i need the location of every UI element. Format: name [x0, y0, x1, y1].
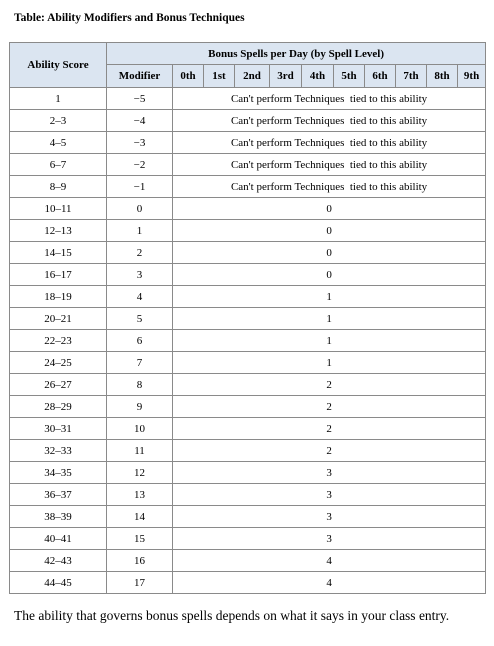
modifier-cell: −5	[107, 88, 173, 110]
ability-score-cell: 34–35	[10, 462, 107, 484]
ability-score-cell: 4–5	[10, 132, 107, 154]
table-row	[10, 132, 486, 154]
modifier-cell: 2	[107, 242, 173, 264]
table-row	[10, 88, 486, 110]
modifier-header: Modifier	[107, 65, 173, 88]
table-row	[10, 154, 486, 176]
table-row	[10, 506, 486, 528]
table-row	[10, 528, 486, 550]
ability-score-cell: 12–13	[10, 220, 107, 242]
bonus-spells-cell: 2	[173, 440, 486, 462]
ability-score-cell: 14–15	[10, 242, 107, 264]
bonus-spells-cell: Can't perform Techniques tied to this ability	[173, 132, 486, 154]
bonus-spells-cell: 0	[173, 220, 486, 242]
modifier-cell: 16	[107, 550, 173, 572]
ability-score-cell: 38–39	[10, 506, 107, 528]
spell-level-header: 5th	[334, 65, 365, 88]
spell-level-header: 6th	[365, 65, 396, 88]
modifier-cell: 7	[107, 352, 173, 374]
ability-score-cell: 40–41	[10, 528, 107, 550]
ability-score-cell: 36–37	[10, 484, 107, 506]
ability-score-cell: 10–11	[10, 198, 107, 220]
bonus-spells-cell: 0	[173, 264, 486, 286]
spell-level-header: 4th	[302, 65, 334, 88]
table-row	[10, 242, 486, 264]
table-row	[10, 396, 486, 418]
modifier-cell: 11	[107, 440, 173, 462]
table-row	[10, 308, 486, 330]
table-row	[10, 374, 486, 396]
ability-score-cell: 30–31	[10, 418, 107, 440]
ability-score-cell: 20–21	[10, 308, 107, 330]
modifier-cell: 14	[107, 506, 173, 528]
modifier-cell: 17	[107, 572, 173, 594]
bonus-spells-cell: 1	[173, 330, 486, 352]
table-row	[10, 462, 486, 484]
bonus-spells-cell: 2	[173, 418, 486, 440]
modifier-cell: 10	[107, 418, 173, 440]
bonus-spells-cell: 1	[173, 286, 486, 308]
table-row	[10, 440, 486, 462]
table-row	[10, 110, 486, 132]
modifier-cell: 15	[107, 528, 173, 550]
ability-modifiers-table	[9, 42, 486, 594]
bonus-spells-cell: 4	[173, 550, 486, 572]
bonus-spells-cell: Can't perform Techniques tied to this ability	[173, 176, 486, 198]
bonus-spells-cell: 0	[173, 198, 486, 220]
table-row	[10, 352, 486, 374]
table-row	[10, 176, 486, 198]
table-title: Table: Ability Modifiers and Bonus Techniques	[14, 12, 245, 24]
bonus-spells-cell: 0	[173, 242, 486, 264]
bonus-spells-cell: 3	[173, 506, 486, 528]
ability-score-cell: 6–7	[10, 154, 107, 176]
spell-level-header: 3rd	[270, 65, 302, 88]
spell-level-header: 0th	[173, 65, 204, 88]
bonus-spells-cell: 1	[173, 308, 486, 330]
ability-score-cell: 1	[10, 88, 107, 110]
modifier-cell: 0	[107, 198, 173, 220]
modifier-cell: 1	[107, 220, 173, 242]
table-row	[10, 330, 486, 352]
ability-score-cell: 42–43	[10, 550, 107, 572]
modifier-cell: −2	[107, 154, 173, 176]
ability-score-cell: 32–33	[10, 440, 107, 462]
modifier-cell: −4	[107, 110, 173, 132]
bonus-spells-cell: 4	[173, 572, 486, 594]
spell-level-header: 9th	[458, 65, 486, 88]
table-row	[10, 264, 486, 286]
table-row	[10, 198, 486, 220]
modifier-cell: 8	[107, 374, 173, 396]
table-row	[10, 484, 486, 506]
bonus-spells-cell: Can't perform Techniques tied to this ability	[173, 110, 486, 132]
footnote: The ability that governs bonus spells depends on what it says in your class entry.	[14, 608, 450, 623]
table-row	[10, 286, 486, 308]
bonus-spells-cell: 1	[173, 352, 486, 374]
bonus-spells-cell: 2	[173, 396, 486, 418]
spell-level-header: 2nd	[235, 65, 270, 88]
bonus-spells-cell: 3	[173, 484, 486, 506]
ability-score-cell: 24–25	[10, 352, 107, 374]
modifier-cell: 4	[107, 286, 173, 308]
modifier-cell: 13	[107, 484, 173, 506]
bonus-spells-cell: 3	[173, 528, 486, 550]
ability-score-cell: 8–9	[10, 176, 107, 198]
table-row	[10, 550, 486, 572]
ability-score-cell: 16–17	[10, 264, 107, 286]
modifier-cell: −1	[107, 176, 173, 198]
spell-level-header: 1st	[204, 65, 235, 88]
modifier-cell: 12	[107, 462, 173, 484]
bonus-spells-cell: 3	[173, 462, 486, 484]
bonus-spells-header: Bonus Spells per Day (by Spell Level)	[107, 43, 486, 65]
table-row	[10, 572, 486, 594]
ability-score-cell: 22–23	[10, 330, 107, 352]
ability-score-cell: 2–3	[10, 110, 107, 132]
table-body	[10, 88, 486, 594]
spell-level-header: 8th	[427, 65, 458, 88]
modifier-cell: 3	[107, 264, 173, 286]
bonus-spells-cell: 2	[173, 374, 486, 396]
table-row	[10, 220, 486, 242]
modifier-cell: 9	[107, 396, 173, 418]
spell-level-header: 7th	[396, 65, 427, 88]
modifier-cell: −3	[107, 132, 173, 154]
modifier-cell: 5	[107, 308, 173, 330]
ability-score-cell: 28–29	[10, 396, 107, 418]
bonus-spells-cell: Can't perform Techniques tied to this ability	[173, 154, 486, 176]
ability-score-cell: 18–19	[10, 286, 107, 308]
ability-score-header: Ability Score	[10, 43, 107, 88]
ability-score-cell: 44–45	[10, 572, 107, 594]
bonus-spells-cell: Can't perform Techniques tied to this ability	[173, 88, 486, 110]
ability-score-cell: 26–27	[10, 374, 107, 396]
modifier-cell: 6	[107, 330, 173, 352]
table-row	[10, 418, 486, 440]
